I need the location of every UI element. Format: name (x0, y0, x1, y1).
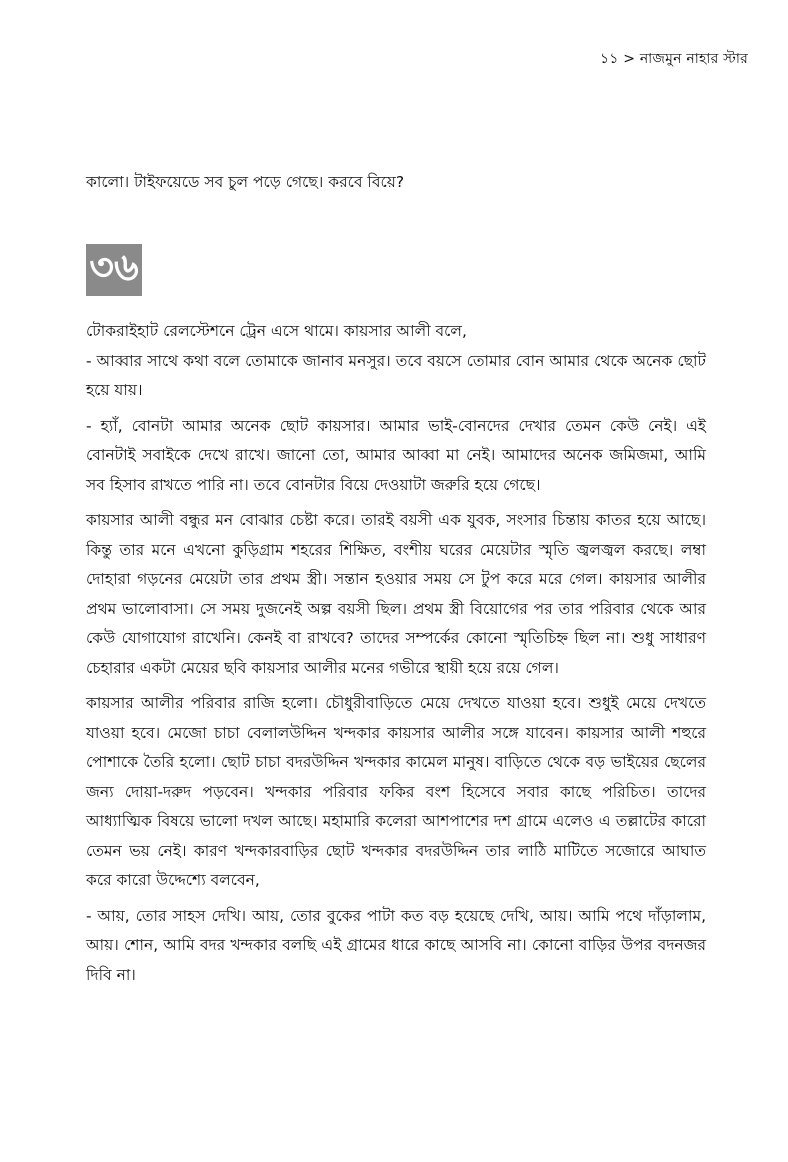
chapter-number-badge: ৩৬ (86, 244, 142, 296)
chapter-content (86, 317, 706, 996)
paragraph-4: কায়সার আলীর পরিবার রাজি হলো। চৌধুরীবাড়িতে মেয়ে দেখতে যাওয়া হবে। শুধুই মেয়ে দেখতে যাওয়া হবে। মেজো চাচা বেলালউদ্দিন খন্দকার কায়সার আলীর সঙ্গে যাবেন। কায়সার আলী শহুরে পোশাকে তৈরি হলো। ছোট চাচা বদরউদ্দিন খন্দকার কামেল মানুষ। বাড়িতে থেকে বড় ভাইয়ের ছেলের জন্য দোয়া-দরুদ পড়বেন। খন্দকার পরিবার ফকির বংশ হিসেবে সবার কাছে পরিচিত। তাদের আধ্যাত্মিক বিষয়ে ভালো দখল আছে। মহামারি কলেরা আশপাশের দশ গ্রামে এলেও এ তল্লাটের কারো তেমন ভয় নেই। কারণ খন্দকারবাড়ির ছোট খন্দকার বদরউদ্দিন তার লাঠি মাটিতে সজোরে আঘাত করে কারো উদ্দেশ্যে বলবেন, (86, 694, 706, 889)
lead-line: কালো। টাইফয়েডে সব চুল পড়ে গেছে। করবে বিয়ে? (86, 173, 405, 191)
paragraph-2: - হ্যাঁ, বোনটা আমার অনেক ছোট কায়সার। আমার ভাই-বোনদের দেখার তেমন কেউ নেই। এই বোনটাই সবাইকে দেখে রাখে। জানো তো, আমার আব্বা মা নেই। আমাদের অনেক জমিজমা, আমি সব হিসাব রাখতে পারি না। তবে বোনটার বিয়ে দেওয়াটা জরুরি হয়ে গেছে। (86, 416, 706, 494)
paragraph-5: - আয়, তোর সাহস দেখি। আয়, তোর বুকের পাটা কত বড় হয়েছে দেখি, আয়। আমি পথে দাঁড়ালাম, আয়। শোন, আমি বদর খন্দকার বলছি এই গ্রামের ধারে কাছে আসবি না। কোনো বাড়ির উপর বদনজর দিবি না। (86, 906, 706, 984)
paragraph-1: টোকরাইহাট রেলস্টেশনে ট্রেন এসে থামে। কায়সার আলী বলে, - আব্বার সাথে কথা বলে তোমাকে জানাব মনসুর। তবে বয়সে তোমার বোন আমার থেকে অনেক ছোট হয়ে যায়। (86, 322, 706, 399)
paragraph-3: কায়সার আলী বন্ধুর মন বোঝার চেষ্টা করে। তারই বয়সী এক যুবক, সংসার চিন্তায় কাতর হয়ে আছে। কিন্তু তার মনে এখনো কুড়িগ্রাম শহরের শিক্ষিত, বংশীয় ঘরের মেয়েটার স্মৃতি জ্বলজ্বল করছে। লম্বা দোহারা গড়নের মেয়েটা তার প্রথম স্ত্রী। সন্তান হওয়ার সময় সে টুপ করে মরে গেল। কায়সার আলীর প্রথম ভালোবাসা। সে সময় দুজনেই অল্প বয়সী ছিল। প্রথম স্ত্রী বিয়োগের পর তার পরিবার থেকে আর কেউ যোগাযোগ রাখেনি। কেনই বা রাখবে? তাদের সম্পর্কের কোনো স্মৃতিচিহ্ন ছিল না। শুধু সাধারণ চেহারার একটা মেয়ের ছবি কায়সার আলীর মনের গভীরে স্থায়ী হয়ে রয়ে গেল। (86, 511, 706, 677)
running-head: ১১ > নাজমুন নাহার স্টার (600, 51, 748, 67)
